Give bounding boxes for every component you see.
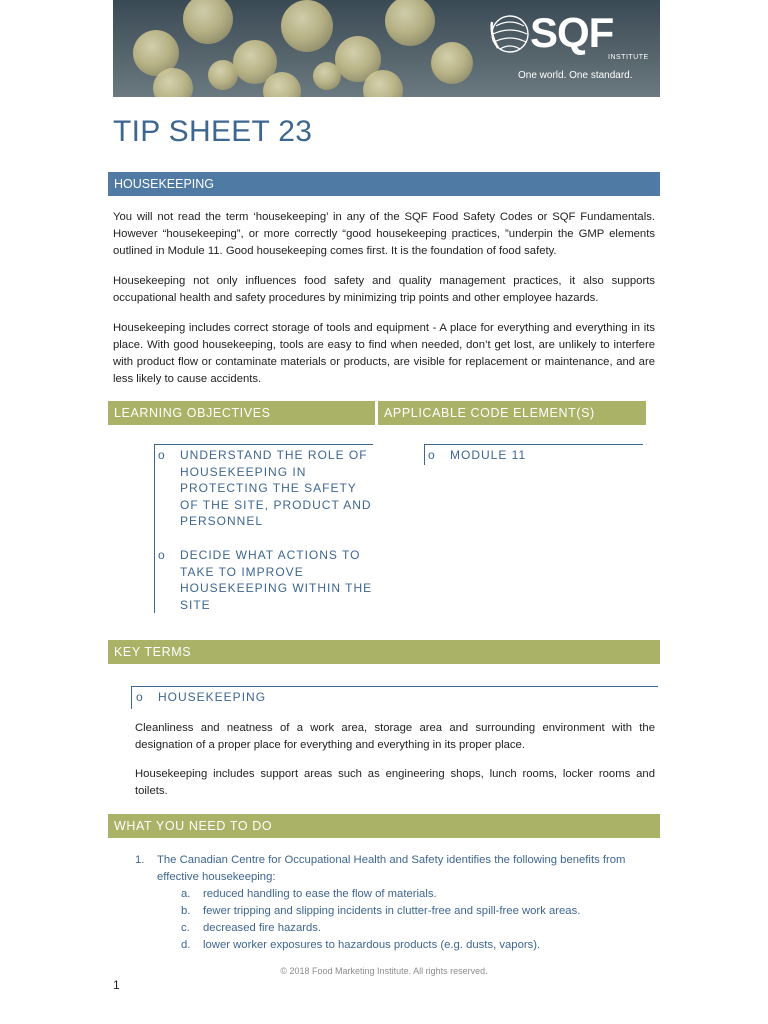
bullet-icon: o xyxy=(428,448,436,462)
list-number: 1. xyxy=(135,854,145,866)
objective-2-line-2: TAKE TO IMPROVE xyxy=(180,564,304,579)
sub-list-item xyxy=(135,920,660,937)
bottle-shape xyxy=(281,0,333,52)
sub-label: a. xyxy=(181,888,191,900)
objective-1-line-2: HOUSEKEEPING IN xyxy=(180,464,307,479)
objective-1-line-3: PROTECTING THE SAFETY xyxy=(180,481,357,495)
learning-objectives-heading: LEARNING OBJECTIVES xyxy=(108,401,375,425)
objective-1-line-5: PERSONNEL xyxy=(180,514,264,528)
sub-label: b. xyxy=(181,905,191,917)
logo-subtitle: INSTITUTE xyxy=(608,54,649,61)
intro-paragraph-3: Housekeeping includes correct storage of tools and equipment - A place for everything and everything in its place. With good housekeeping, tools are easy to find when needed, don’t get lost, are unlikely to interfere with product flow or contaminate materials or products, are visible for replacement or maintenance, and are less likely to cause accidents. xyxy=(113,322,655,385)
bullet-icon: o xyxy=(158,548,166,562)
intro-paragraph-2: Housekeeping not only influences food safety and quality management practices, it also supports occupational health and safety procedures by minimizing trip points and other employee hazards. xyxy=(113,275,655,304)
sub-text: decreased fire hazards. xyxy=(203,922,322,934)
sub-label: c. xyxy=(181,922,190,934)
sub-list-item xyxy=(135,886,660,903)
objective-1-line-4: OF THE SITE, PRODUCT AND xyxy=(180,497,372,512)
what-to-do-heading: WHAT YOU NEED TO DO xyxy=(108,814,660,838)
objective-2-line-4: SITE xyxy=(180,597,211,612)
bullet-icon: o xyxy=(136,690,144,704)
applicable-code-heading: APPLICABLE CODE ELEMENT(S) xyxy=(378,401,646,425)
list-item-line-2: effective housekeeping: xyxy=(157,871,276,883)
header-banner xyxy=(113,0,660,97)
logo-text: SQF xyxy=(530,9,614,56)
sub-text: fewer tripping and slipping incidents in clutter-free and spill-free work areas. xyxy=(203,905,581,917)
bottle-shape xyxy=(183,0,233,44)
key-term-text: HOUSEKEEPING xyxy=(158,690,267,704)
globe-icon xyxy=(488,12,530,56)
page-number: 1 xyxy=(113,978,120,992)
page-title: TIP SHEET 23 xyxy=(113,115,313,148)
sub-text: reduced handling to ease the flow of materials. xyxy=(203,888,437,900)
bottle-shape xyxy=(208,60,238,90)
logo-tagline: One world. One standard. xyxy=(518,70,633,81)
sub-label: d. xyxy=(181,939,191,951)
bottle-shape xyxy=(313,62,341,90)
list-item-line-1: The Canadian Centre for Occupational Health and Safety identifies the following benefits from xyxy=(157,854,626,866)
key-term-note: Housekeeping includes support areas such as engineering shops, lunch rooms, locker rooms and toilets. xyxy=(135,768,655,797)
key-term-definition: Cleanliness and neatness of a work area, storage area and surrounding environment with the designation of a proper place for everything and everything in its proper place. xyxy=(135,722,655,751)
bullet-icon: o xyxy=(158,448,166,462)
sub-list-item xyxy=(135,903,660,920)
numbered-list xyxy=(135,852,660,954)
bottle-shape xyxy=(153,68,193,97)
bottle-shape xyxy=(263,72,301,97)
bottle-shape xyxy=(431,42,473,84)
list-item-continuation xyxy=(135,869,660,886)
housekeeping-heading: HOUSEKEEPING xyxy=(108,172,660,196)
footer-copyright: © 2018 Food Marketing Institute. All rights reserved. xyxy=(280,966,488,976)
list-item xyxy=(135,852,660,869)
sqf-logo xyxy=(478,8,648,88)
intro-paragraph-1: You will not read the term ‘housekeeping’ in any of the SQF Food Safety Codes or SQF Fundamentals. However “housekeeping”, or more correctly “good housekeeping practices, ”underpin the GMP elements outlined in Module 11. Good housekeeping comes first. It is the foundation of food safety. xyxy=(113,211,655,257)
objective-2-line-1: DECIDE WHAT ACTIONS TO xyxy=(180,548,361,562)
objective-2-line-3: HOUSEKEEPING WITHIN THE xyxy=(180,581,373,595)
bottle-shape xyxy=(363,70,403,97)
objective-1-line-1: UNDERSTAND THE ROLE OF xyxy=(180,448,368,462)
sub-list-item xyxy=(135,937,660,954)
code-item-text: MODULE 11 xyxy=(450,448,527,462)
key-terms-heading: KEY TERMS xyxy=(108,640,660,664)
sub-text: lower worker exposures to hazardous products (e.g. dusts, vapors). xyxy=(203,939,541,951)
bottle-shape xyxy=(385,0,435,46)
